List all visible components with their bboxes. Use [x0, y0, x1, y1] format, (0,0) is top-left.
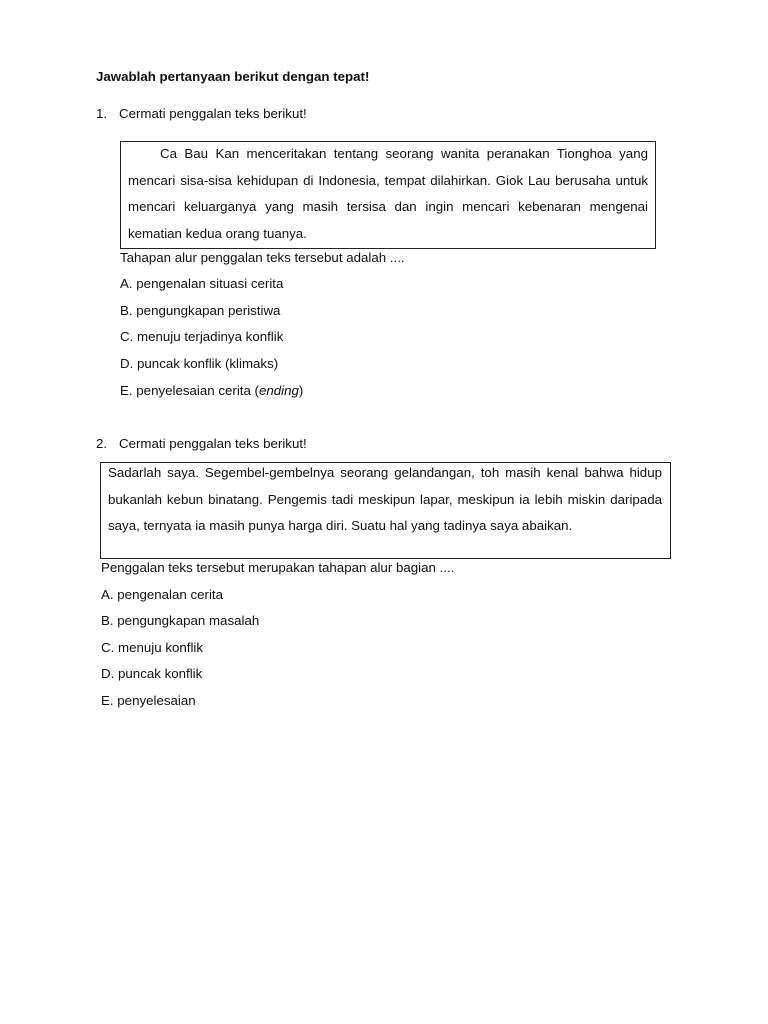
question-1-option-a — [120, 276, 283, 291]
option-text: pengenalan situasi cerita — [136, 276, 284, 291]
page-heading: Jawablah pertanyaan berikut dengan tepat! — [96, 69, 370, 84]
option-text: pengenalan cerita — [117, 587, 224, 602]
option-letter: D. — [120, 356, 134, 371]
question-1-prompt — [96, 106, 307, 121]
option-letter: E. — [101, 693, 114, 708]
option-letter: A. — [120, 276, 133, 291]
option-letter: A. — [101, 587, 114, 602]
question-1-excerpt-box — [120, 141, 656, 249]
question-1-option-b — [120, 303, 280, 318]
option-text: pengungkapan masalah — [117, 613, 260, 628]
question-2-option-d — [101, 666, 202, 681]
question-1-option-d — [120, 356, 278, 371]
option-text: puncak konflik — [118, 666, 203, 681]
option-letter: D. — [101, 666, 115, 681]
option-text: puncak konflik (klimaks) — [137, 356, 279, 371]
question-2-excerpt-box — [100, 462, 671, 559]
question-2-excerpt-text: Sadarlah saya. Segembel-gembelnya seorang gelandangan, toh masih kenal bahwa hidup bukanlah kebun binatang. Pengemis tadi meskipun lapar, meskipun ia lebih miskin daripada saya, ternyata ia masih punya harga diri. Suatu hal yang tadinya saya abaikan. — [108, 465, 662, 533]
question-1-excerpt-text: Ca Bau Kan menceritakan tentang seorang wanita peranakan Tionghoa yang mencari sisa-sisa kehidupan di Indonesia, tempat dilahirkan. Giok Lau berusaha untuk mencari keluarganya yang masih tersisa dan ingin mencari kebenaran mengenai kematian kedua orang tuanya. — [128, 146, 648, 241]
question-2-prompt — [96, 436, 307, 451]
question-1-number: 1. — [96, 106, 108, 121]
option-text-after: ) — [298, 383, 304, 398]
question-2-option-c — [101, 640, 203, 655]
option-letter: E. — [120, 383, 133, 398]
question-2-option-b — [101, 613, 259, 628]
question-1-option-e — [120, 383, 303, 398]
option-letter: C. — [101, 640, 115, 655]
option-text: menuju terjadinya konflik — [137, 329, 284, 344]
question-1-question: Tahapan alur penggalan teks tersebut adalah .... — [120, 250, 405, 265]
question-1-option-c — [120, 329, 283, 344]
option-text: pengungkapan peristiwa — [136, 303, 281, 318]
option-text: penyelesaian — [117, 693, 196, 708]
question-1-prompt-text: Cermati penggalan teks berikut! — [119, 106, 307, 121]
question-2-prompt-text: Cermati penggalan teks berikut! — [119, 436, 307, 451]
question-2-option-e — [101, 693, 196, 708]
question-2-number: 2. — [96, 436, 108, 451]
option-letter: C. — [120, 329, 134, 344]
question-2-question: Penggalan teks tersebut merupakan tahapan alur bagian .... — [101, 560, 455, 575]
option-text-italic: ending — [258, 383, 299, 398]
option-text: penyelesaian cerita ( — [136, 383, 259, 398]
option-letter: B. — [120, 303, 133, 318]
question-2-option-a — [101, 587, 223, 602]
option-letter: B. — [101, 613, 114, 628]
option-text: menuju konflik — [118, 640, 204, 655]
